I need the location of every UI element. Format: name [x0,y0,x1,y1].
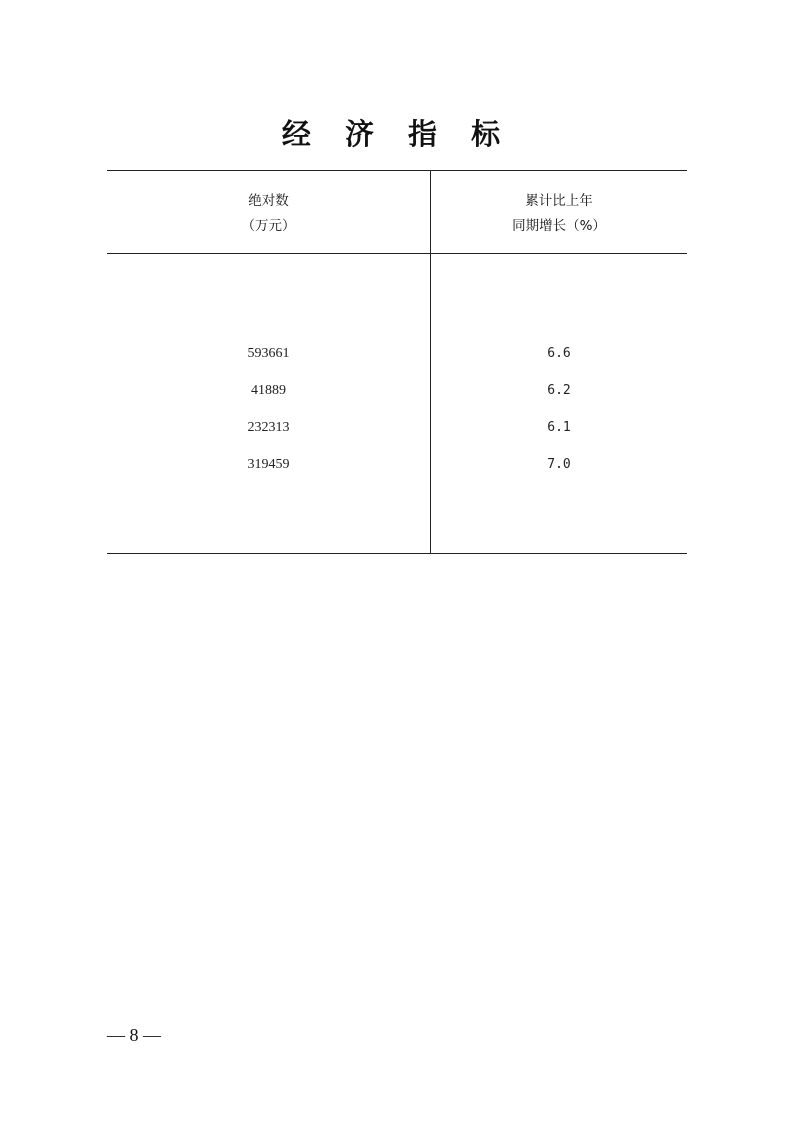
header-absolute-value-label: 绝对数 [248,193,289,209]
table-cell-value: 232313 [247,420,290,435]
table-cell-value: 593661 [247,346,290,361]
table-cell-value: 41889 [251,383,286,398]
economic-indicators-table [107,170,687,554]
table-cell-growth: 6.1 [547,420,571,435]
table-cell-growth: 6.2 [547,383,571,398]
header-absolute-value [107,189,430,239]
header-growth-rate-unit: 同期增长（%） [512,218,606,234]
header-growth-rate-label: 累计比上年 [525,193,593,209]
table-cell-value: 319459 [247,457,290,472]
header-growth-rate [431,189,687,239]
table-cell-growth: 6.6 [547,346,571,361]
table-cell-growth: 7.0 [547,457,571,472]
header-divider [107,253,687,254]
header-absolute-value-unit: （万元） [241,218,296,234]
page-number: — 8 — [107,1025,161,1045]
page-title: 经 济 指 标 [281,117,513,151]
